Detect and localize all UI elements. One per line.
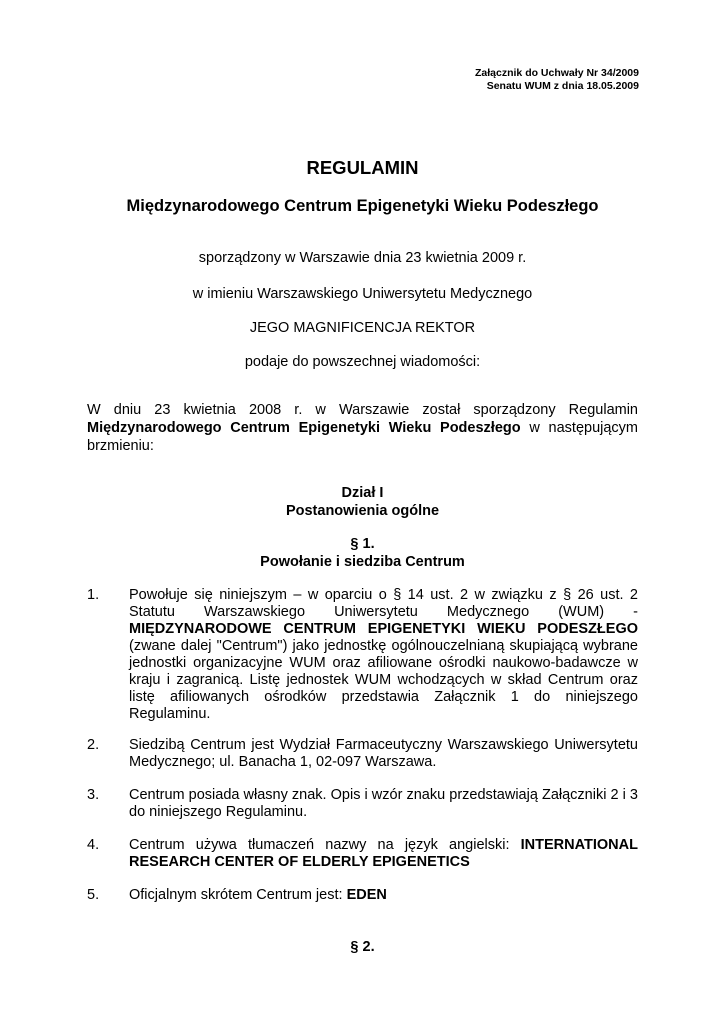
item-4-english-name: INTERNATIONAL RESEARCH CENTER OF ELDERLY EPIGENETICS bbox=[129, 837, 638, 870]
paragraph-1-number: § 1. bbox=[350, 536, 375, 552]
list-item bbox=[87, 837, 638, 871]
annex-line-1: Załącznik do Uchwały Nr 34/2009 bbox=[475, 67, 639, 79]
item-1-text-end: (zwane dalej "Centrum") jako jednostkę ogólnouczelnianą skupiającą wybrane jednostki organizacyjne WUM oraz afiliowane ośrodki naukowo-badawcze w kraju i zagranicą. Listę jednostek WUM wchodzących w skład Centrum oraz listę afiliowanych ośrodków przedstawia Załącznik 1 do niniejszego Regulaminu. bbox=[129, 638, 638, 722]
section-title: Dział I bbox=[341, 485, 384, 501]
intro-paragraph bbox=[87, 401, 638, 455]
intro-text-start: W dniu 23 kwietnia 2008 r. w Warszawie został sporządzony Regulamin bbox=[87, 402, 638, 418]
intro-center-name: Międzynarodowego Centrum Epigenetyki Wieku Podeszłego bbox=[87, 420, 521, 436]
preamble-line-4: podaje do powszechnej wiadomości: bbox=[244, 354, 481, 370]
list-item bbox=[87, 737, 638, 771]
paragraph-2-heading bbox=[0, 938, 725, 956]
item-5-text-start: Oficjalnym skrótem Centrum jest: bbox=[129, 887, 347, 903]
item-1-text-start: Powołuje się niniejszym – w oparciu o § 14 ust. 2 w związku z § 26 ust. 2 Statutu Warszawskiego Uniwersytetu Medycznego (WUM) - bbox=[129, 587, 638, 620]
section-subtitle: Postanowienia ogólne bbox=[285, 503, 440, 519]
intro-text-end: w następującym brzmieniu: bbox=[87, 420, 639, 454]
list-item-text bbox=[129, 837, 638, 871]
item-4-text-start: Centrum używa tłumaczeń nazwy na język angielski: bbox=[129, 837, 521, 853]
list-item-text: Siedzibą Centrum jest Wydział Farmaceutyczny Warszawskiego Uniwersytetu Medycznego; ul. Banacha 1, 02-097 Warszawa. bbox=[129, 737, 638, 770]
preamble-line-1: sporządzony w Warszawie dnia 23 kwietnia 2009 r. bbox=[198, 250, 527, 266]
list-item-text bbox=[129, 887, 638, 904]
list-item bbox=[87, 587, 638, 723]
document-subtitle: Międzynarodowego Centrum Epigenetyki Wieku Podeszłego bbox=[126, 197, 599, 215]
list-item-text: Centrum posiada własny znak. Opis i wzór znaku przedstawiają Załączniki 2 i 3 do niniejszego Regulaminu. bbox=[129, 787, 638, 820]
list-item-number: 2. bbox=[87, 737, 100, 753]
list-item bbox=[87, 887, 638, 904]
list-item-number: 1. bbox=[87, 587, 100, 603]
preamble-line-2: w imieniu Warszawskiego Uniwersytetu Medycznego bbox=[192, 286, 533, 302]
list-item bbox=[87, 787, 638, 821]
list-item-text bbox=[129, 587, 638, 723]
list-item-number: 4. bbox=[87, 837, 100, 853]
paragraph-1-heading bbox=[0, 535, 725, 571]
annex-note bbox=[475, 67, 639, 93]
section-heading bbox=[0, 484, 725, 520]
document-title: REGULAMIN bbox=[306, 157, 419, 178]
item-1-center-name: MIĘDZYNARODOWE CENTRUM EPIGENETYKI WIEKU PODESZŁEGO bbox=[129, 621, 638, 637]
annex-line-2: Senatu WUM z dnia 18.05.2009 bbox=[486, 80, 639, 92]
list-item-number: 3. bbox=[87, 787, 100, 803]
list-item-number: 5. bbox=[87, 887, 100, 903]
paragraph-1-title: Powołanie i siedziba Centrum bbox=[260, 554, 465, 570]
item-5-abbreviation: EDEN bbox=[346, 887, 387, 903]
paragraph-2-number: § 2. bbox=[350, 939, 375, 955]
preamble-line-3: JEGO MAGNIFICENCJA REKTOR bbox=[249, 320, 476, 336]
